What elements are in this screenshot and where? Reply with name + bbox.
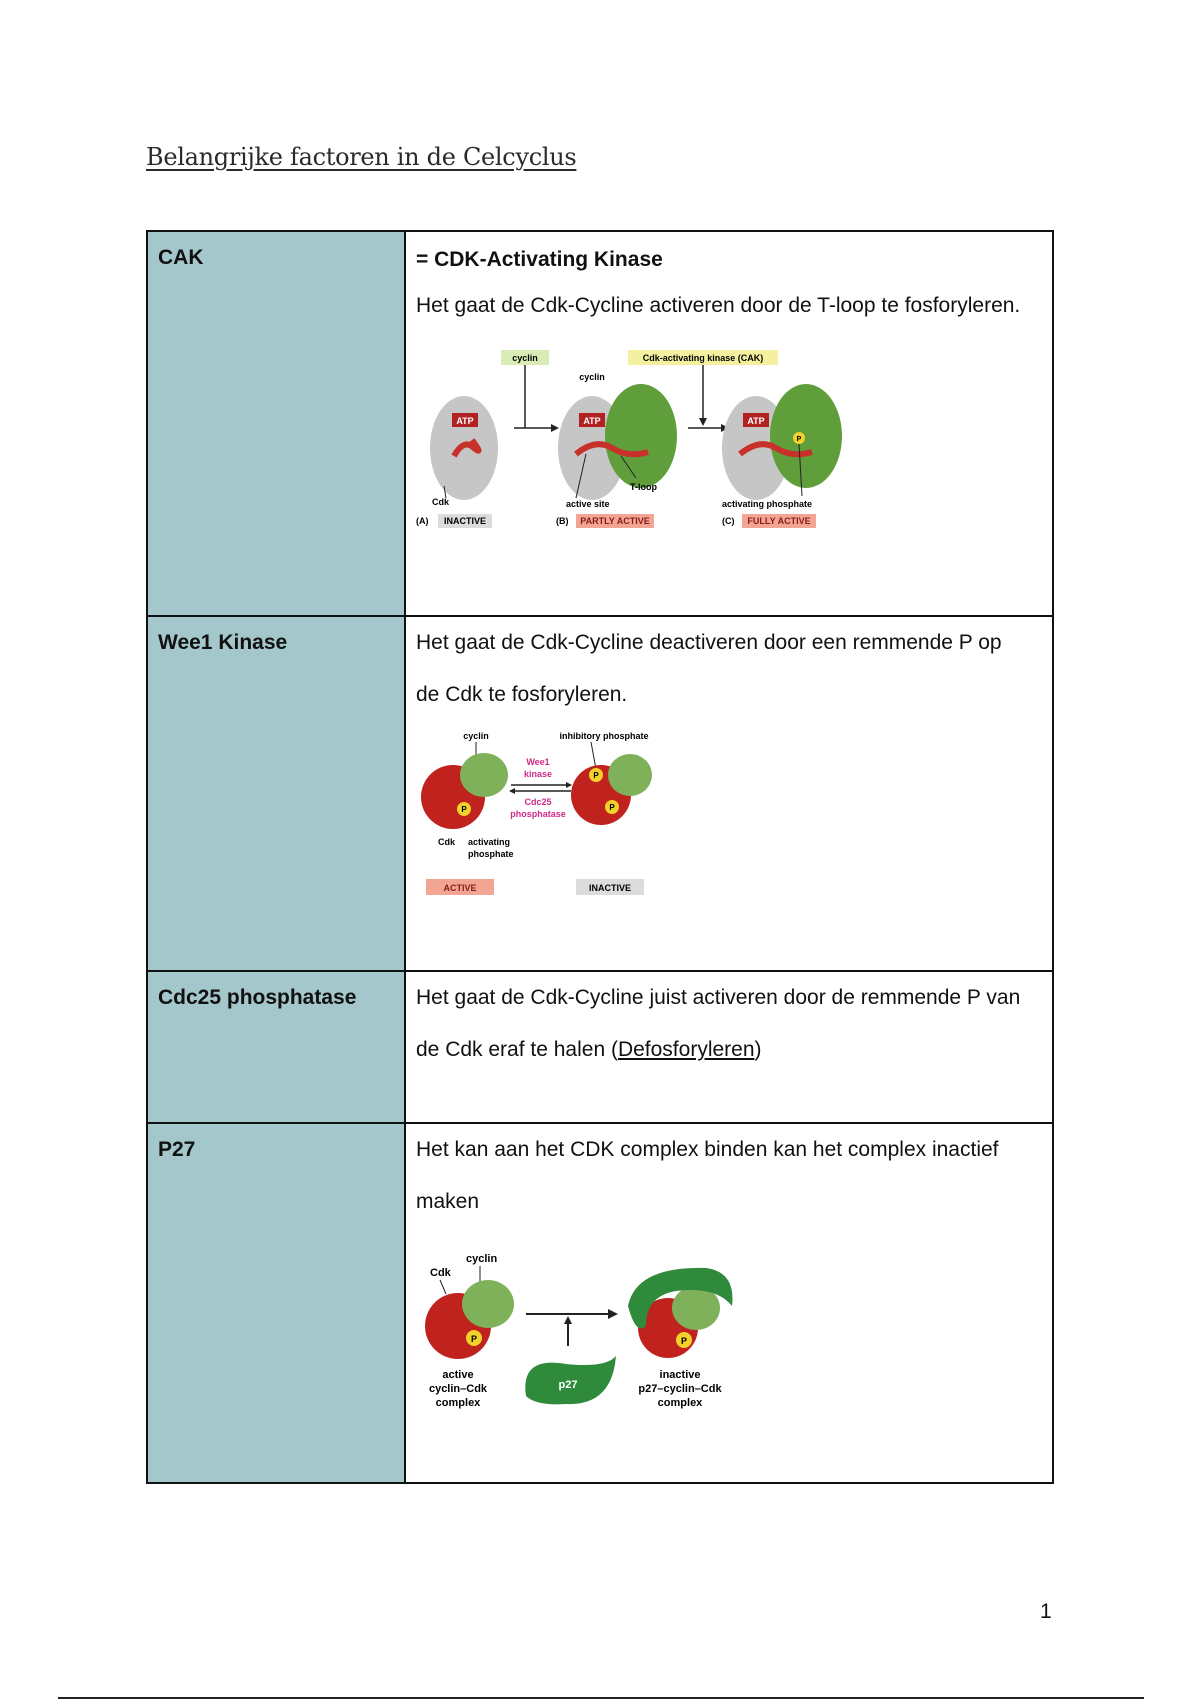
active-label-1: active xyxy=(442,1369,474,1381)
factor-description-cell xyxy=(405,1123,1053,1483)
atp-label: ATP xyxy=(747,415,765,426)
factor-description-cell xyxy=(405,971,1053,1123)
factor-name: Wee1 Kinase xyxy=(158,631,288,654)
inactive-badge-label: INACTIVE xyxy=(588,883,632,893)
wee1-label-2: kinase xyxy=(523,769,553,779)
cdc25-label-1: Cdc25 xyxy=(524,797,552,807)
tloop-label: T-loop xyxy=(630,481,657,492)
phosphate-p: P xyxy=(796,435,802,443)
table-row-cdc25 xyxy=(147,971,1053,1123)
activating-label-1: activating xyxy=(468,837,511,847)
inhibitory-phosphate-label: inhibitory phosphate xyxy=(559,731,649,741)
factor-name-cell xyxy=(147,616,405,971)
factor-description-line: Het gaat de Cdk-Cycline deactiveren door een remmende P op xyxy=(416,631,1002,654)
factor-name-cell xyxy=(147,231,405,616)
phosphate-p: P xyxy=(609,803,615,812)
p27-binding-figure xyxy=(416,1236,746,1416)
factor-name: Cdc25 phosphatase xyxy=(158,986,357,1009)
state-c-label: FULLY ACTIVE xyxy=(747,515,811,526)
wee1-label-1: Wee1 xyxy=(526,757,550,767)
factor-name: CAK xyxy=(158,246,204,269)
text-fragment: ) xyxy=(754,1038,762,1061)
state-a-label: INACTIVE xyxy=(443,515,487,526)
table-row-wee1 xyxy=(147,616,1053,971)
cdk-label: Cdk xyxy=(430,1267,451,1279)
cyclin-shape xyxy=(462,1280,514,1328)
underlined-term: Defosforyleren xyxy=(617,1038,755,1061)
state-b-letter: (B) xyxy=(556,515,569,526)
cak-activation-figure xyxy=(416,348,856,558)
cyclin-shape xyxy=(770,384,842,488)
table-row-cak xyxy=(147,231,1053,616)
cdc25-label-2: phosphatase xyxy=(510,809,566,819)
state-c-letter: (C) xyxy=(722,515,735,526)
active-label-3: complex xyxy=(435,1397,481,1409)
factor-name-cell xyxy=(147,971,405,1123)
factor-name: P27 xyxy=(158,1138,196,1161)
cyclin-shape xyxy=(460,753,508,797)
state-b-label: PARTLY ACTIVE xyxy=(580,515,650,526)
page-number: 1 xyxy=(1040,1600,1052,1623)
factor-description-cell xyxy=(405,616,1053,971)
p27-label: p27 xyxy=(558,1379,578,1391)
cyclin-label: cyclin xyxy=(512,352,538,363)
state-a-letter: (A) xyxy=(416,515,429,526)
factor-table xyxy=(146,230,1054,1484)
cyclin-label: cyclin xyxy=(466,1253,498,1265)
factor-description-line: Het kan aan het CDK complex binden kan het complex inactief xyxy=(416,1138,999,1161)
table-row-p27 xyxy=(147,1123,1053,1483)
active-site-label: active site xyxy=(566,498,610,509)
page-title: Belangrijke factoren in de Celcyclus xyxy=(146,143,577,171)
cdk-label: Cdk xyxy=(438,837,456,847)
phosphate-p: P xyxy=(470,1334,478,1344)
cyclin-label: cyclin xyxy=(579,371,605,382)
cdk-label: Cdk xyxy=(432,496,450,507)
cyclin-shape xyxy=(605,384,677,488)
factor-description-cell xyxy=(405,231,1053,616)
cak-label: Cdk-activating kinase (CAK) xyxy=(642,352,764,363)
factor-description-line xyxy=(416,1024,1042,1076)
wee1-cdc25-figure xyxy=(416,727,666,902)
factor-name-cell xyxy=(147,1123,405,1483)
active-badge-label: ACTIVE xyxy=(443,883,477,893)
factor-description-line: de Cdk te fosforyleren. xyxy=(416,683,628,706)
inactive-label-1: inactive xyxy=(659,1369,701,1381)
atp-label: ATP xyxy=(456,415,474,426)
activating-label-2: phosphate xyxy=(468,849,514,859)
factor-heading: = CDK-Activating Kinase xyxy=(416,248,663,271)
factor-description-line: maken xyxy=(416,1190,480,1213)
atp-label: ATP xyxy=(583,415,601,426)
phosphate-p: P xyxy=(461,805,467,814)
phosphate-label: activating phosphate xyxy=(722,498,813,509)
phosphate-p: P xyxy=(680,1336,688,1346)
cyclin-shape xyxy=(608,754,652,796)
active-label-2: cyclin–Cdk xyxy=(428,1383,488,1395)
phosphate-p: P xyxy=(593,771,599,780)
inactive-label-2: p27–cyclin–Cdk xyxy=(638,1383,722,1395)
text-fragment: de Cdk eraf te halen ( xyxy=(416,1038,618,1061)
footer-divider xyxy=(58,1697,1144,1699)
cyclin-label: cyclin xyxy=(463,731,489,741)
factor-description-line: Het gaat de Cdk-Cycline juist activeren door de remmende P van xyxy=(416,986,1021,1009)
factor-description: Het gaat de Cdk-Cycline activeren door de T-loop te fosforyleren. xyxy=(416,294,1021,318)
inactive-label-3: complex xyxy=(657,1397,703,1409)
